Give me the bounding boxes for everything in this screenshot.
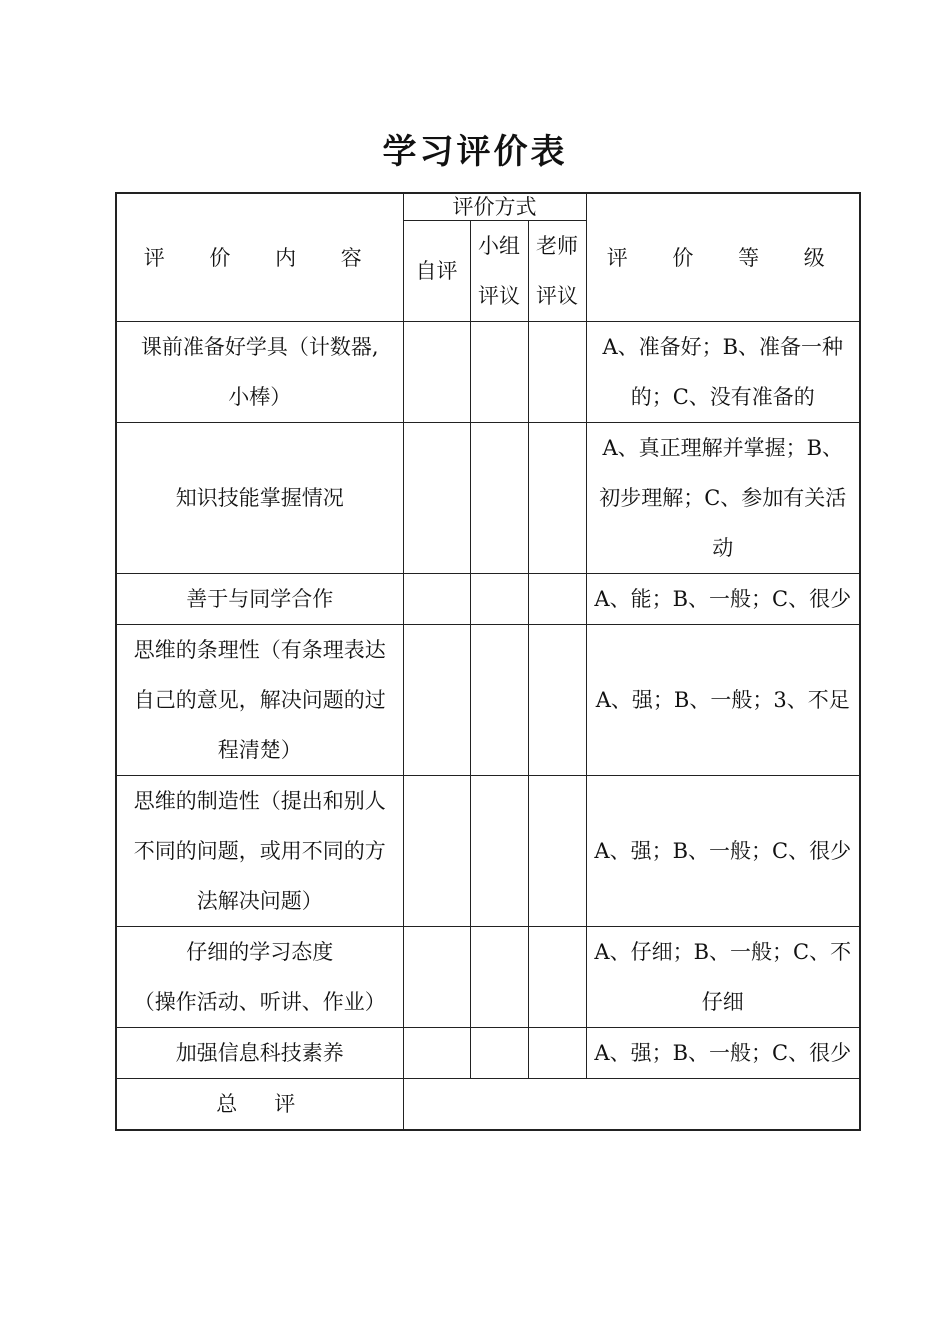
header-group: 小组 评议 (470, 221, 528, 322)
summary-label: 总 评 (116, 1079, 403, 1131)
header-teacher: 老师 评议 (528, 221, 586, 322)
teacher-score-cell[interactable] (528, 1028, 586, 1079)
row-content: 知识技能掌握情况 (116, 423, 403, 574)
row-grade: A、仔细；B、一般；C、不 仔细 (586, 927, 860, 1028)
teacher-score-cell[interactable] (528, 423, 586, 574)
self-score-cell[interactable] (403, 776, 470, 927)
table-row (116, 776, 860, 927)
header-method: 评价方式 (403, 193, 586, 221)
table-row (116, 322, 860, 423)
table-row (116, 423, 860, 574)
header-row (116, 193, 860, 221)
evaluation-table (115, 192, 861, 1131)
row-content: 仔细的学习态度 （操作活动、听讲、作业） (116, 927, 403, 1028)
summary-value-cell[interactable] (403, 1079, 860, 1131)
self-score-cell[interactable] (403, 625, 470, 776)
table-row (116, 574, 860, 625)
group-score-cell[interactable] (470, 574, 528, 625)
row-grade: A、强；B、一般；C、很少 (586, 776, 860, 927)
self-score-cell[interactable] (403, 1028, 470, 1079)
row-content: 加强信息科技素养 (116, 1028, 403, 1079)
header-self: 自评 (403, 221, 470, 322)
group-score-cell[interactable] (470, 423, 528, 574)
group-score-cell[interactable] (470, 776, 528, 927)
self-score-cell[interactable] (403, 322, 470, 423)
header-grade (586, 193, 860, 322)
group-score-cell[interactable] (470, 1028, 528, 1079)
self-score-cell[interactable] (403, 423, 470, 574)
group-score-cell[interactable] (470, 927, 528, 1028)
header-grade-label: 评 价 等 级 (606, 245, 839, 270)
row-grade: A、能；B、一般；C、很少 (586, 574, 860, 625)
page-title: 学习评价表 (382, 132, 568, 172)
table-row (116, 927, 860, 1028)
summary-row (116, 1079, 860, 1131)
row-content: 善于与同学合作 (116, 574, 403, 625)
teacher-score-cell[interactable] (528, 322, 586, 423)
row-grade: A、真正理解并掌握；B、 初步理解；C、参加有关活 动 (586, 423, 860, 574)
row-grade: A、强；B、一般；C、很少 (586, 1028, 860, 1079)
header-content-label: 评 价 内 容 (143, 245, 376, 270)
group-score-cell[interactable] (470, 625, 528, 776)
table-row (116, 625, 860, 776)
teacher-score-cell[interactable] (528, 625, 586, 776)
table-row (116, 1028, 860, 1079)
row-content: 课前准备好学具（计数器, 小棒） (116, 322, 403, 423)
row-grade: A、准备好；B、准备一种 的；C、没有准备的 (586, 322, 860, 423)
group-score-cell[interactable] (470, 322, 528, 423)
row-content: 思维的制造性（提出和别人 不同的问题，或用不同的方 法解决问题） (116, 776, 403, 927)
teacher-score-cell[interactable] (528, 927, 586, 1028)
teacher-score-cell[interactable] (528, 776, 586, 927)
row-grade: A、强；B、一般；3、不足 (586, 625, 860, 776)
row-content: 思维的条理性（有条理表达 自己的意见，解决问题的过 程清楚） (116, 625, 403, 776)
self-score-cell[interactable] (403, 927, 470, 1028)
teacher-score-cell[interactable] (528, 574, 586, 625)
self-score-cell[interactable] (403, 574, 470, 625)
header-content (116, 193, 403, 322)
